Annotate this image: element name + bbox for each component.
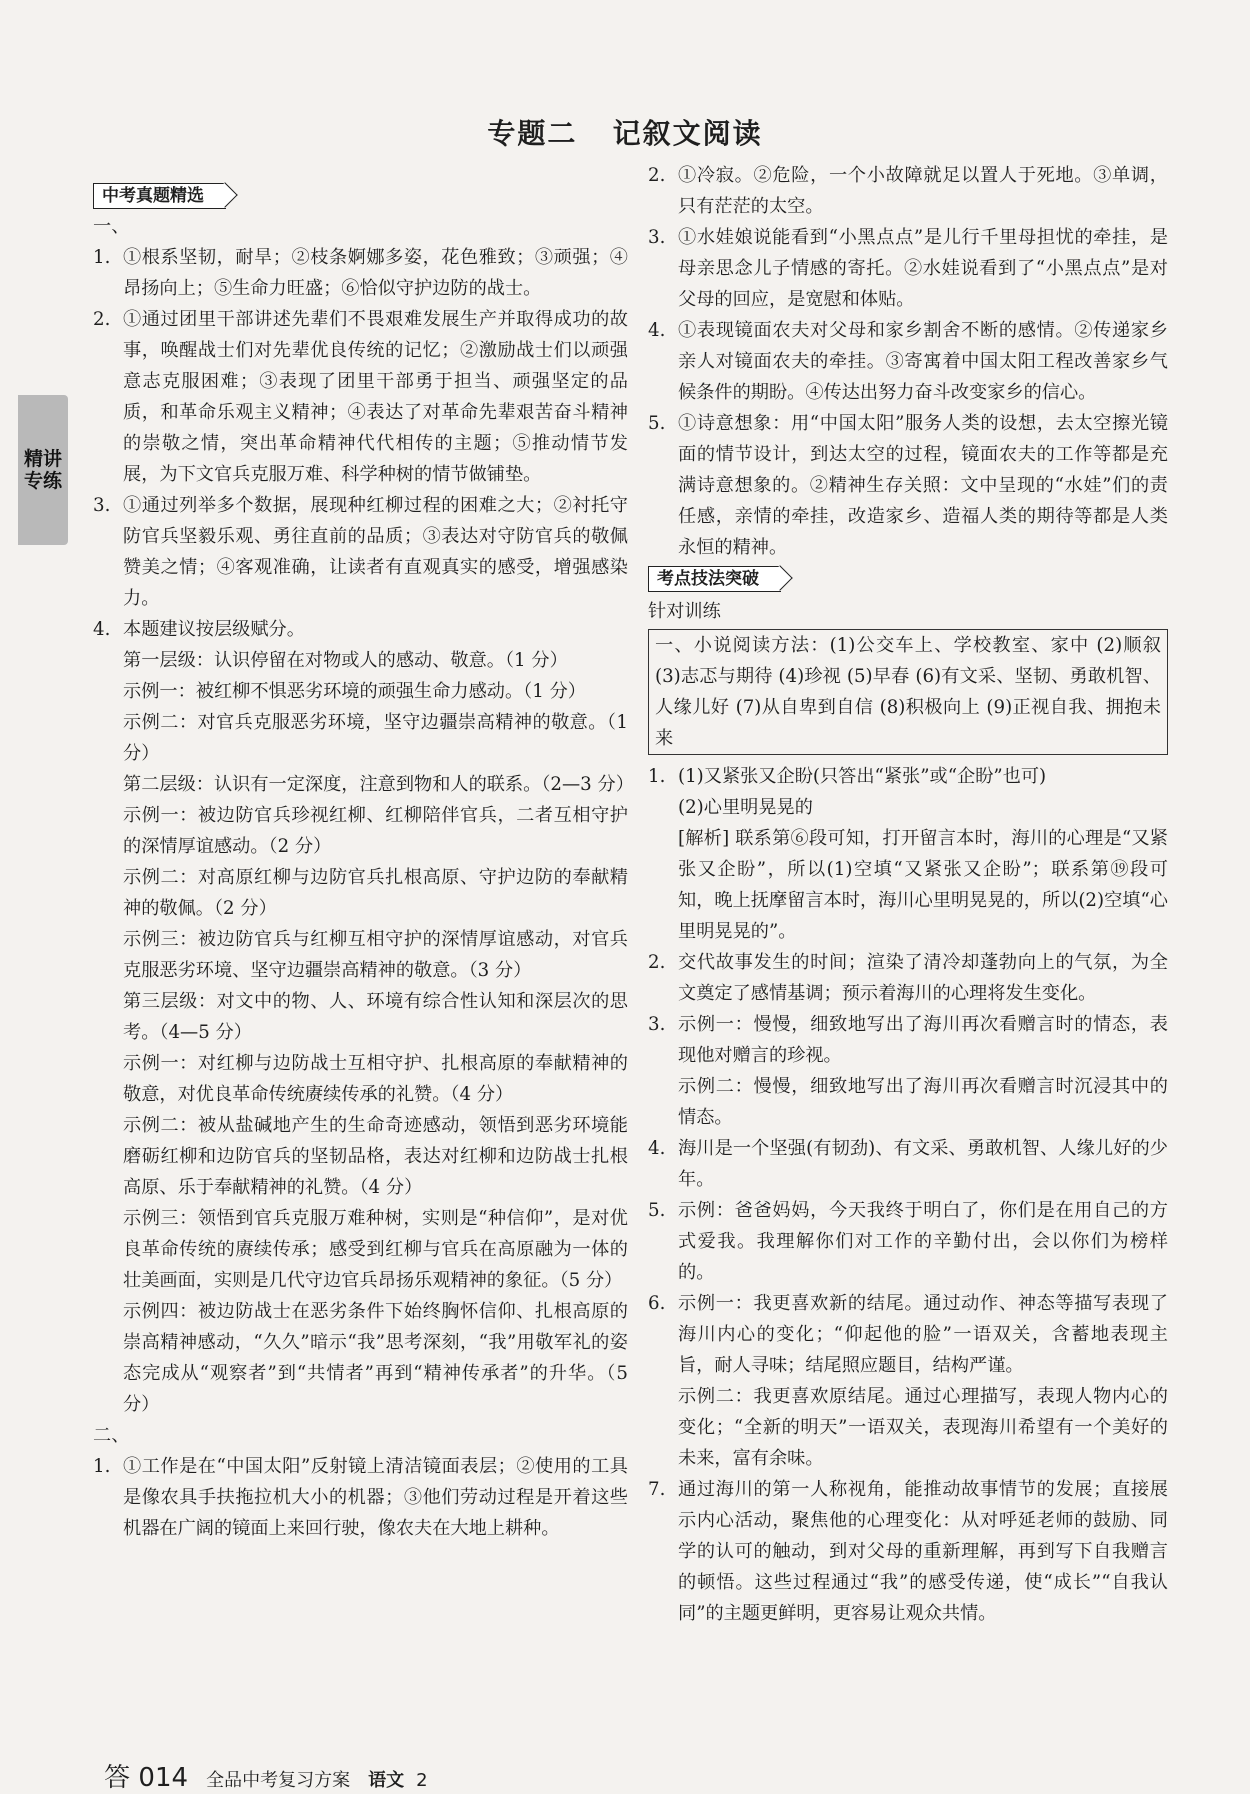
item-number: 7. [648, 1479, 666, 1500]
level-line: 第一层级：认识停留在对物或人的感动、敬意。（1 分） [123, 650, 568, 671]
side-tab [18, 395, 68, 545]
item-text: ①表现镜面农夫对父母和家乡割舍不断的感情。②传递家乡亲人对镜面农夫的牵挂。③寄寓着中国太阳工程改善家乡气候条件的期盼。④传达出努力奋斗改变家乡的信心。 [678, 320, 1168, 403]
page-number: 答 014 [104, 1763, 189, 1793]
item-text: (1)又紧张又企盼(只答出“紧张”或“企盼”也可) [678, 766, 1047, 787]
item-number: 1. [648, 766, 666, 787]
example-line: 示例二：我更喜欢原结尾。通过心理描写，表现人物内心的变化；“全新的明天”一语双关，表现海川希望有一个美好的未来，富有余味。 [678, 1386, 1168, 1469]
item-number: 4. [93, 619, 111, 640]
subject-label: 语文 [368, 1770, 405, 1791]
item-number: 4. [648, 1138, 666, 1159]
item-number: 1. [93, 1456, 111, 1477]
item-text: ①工作是在“中国太阳”反射镜上清洁镜面表层；②使用的工具是像农具手扶拖拉机大小的机器；③他们劳动过程是开着这些机器在广阔的镜面上来回行驶，像农夫在大地上耕种。 [123, 1456, 628, 1539]
part-one-label: 一、 [93, 216, 130, 237]
example-line: 示例一：对红柳与边防战士互相守护、扎根高原的奉献精神的敬意，对优良革命传统赓续传承的礼赞。（4 分） [123, 1053, 628, 1105]
answer-item [648, 1195, 1168, 1288]
item-text: 海川是一个坚强(有韧劲)、有文采、勇敢机智、人缘儿好的少年。 [678, 1138, 1168, 1190]
item-text: ①根系坚韧，耐旱；②枝条婀娜多姿，花色雅致；③顽强；④昂扬向上；⑤生命力旺盛；⑥恰似守护边防的战士。 [123, 247, 628, 299]
section-tag-exam: 中考真题精选 [93, 183, 226, 209]
example-line: 示例四：被边防战士在恶劣条件下始终胸怀信仰、扎根高原的崇高精神感动，“久久”暗示“我”思考深刻，“我”用敬军礼的姿态完成从“观察者”到“共情者”再到“精神传承者”的升华。（5 分） [123, 1301, 628, 1415]
example-line: 示例一：被红柳不惧恶劣环境的顽强生命力感动。（1 分） [123, 681, 586, 702]
item-number: 1. [93, 247, 111, 268]
item-text: ①诗意想象：用“中国太阳”服务人类的设想，去太空擦光镜面的情节设计，到达太空的过程，镜面农夫的工作等都是充满诗意想象的。②精神生存关照：文中呈现的“水娃”们的责任感，亲情的牵挂，改造家乡、造福人类的期待等都是人类永恒的精神。 [678, 413, 1168, 558]
item-text: 通过海川的第一人称视角，能推动故事情节的发展；直接展示内心活动，聚焦他的心理变化：从对呼延老师的鼓励、同学的认可的触动，到对父母的重新理解，再到写下自我赠言的顿悟。这些过程通过“我”的感受传递，使“成长”“自我认同”的主题更鲜明，更容易让观众共情。 [678, 1479, 1168, 1624]
item-text: ①通过列举多个数据，展现种红柳过程的困难之大；②衬托守防官兵坚毅乐观、勇往直前的品质；③表达对守防官兵的敬佩赞美之情；④客观准确，让读者有直观真实的感受，增强感染力。 [123, 495, 628, 609]
answer-item [93, 242, 628, 304]
answer-item [93, 304, 628, 490]
level-line: 第二层级：认识有一定深度，注意到物和人的联系。（2—3 分） [123, 774, 634, 795]
example-line: 示例一：被边防官兵珍视红柳、红柳陪伴官兵，二者互相守护的深情厚谊感动。（2 分） [123, 805, 628, 857]
item-text: ①冷寂。②危险，一个小故障就足以置人于死地。③单调，只有茫茫的太空。 [678, 165, 1168, 217]
side-tab-label: 精讲专练 [23, 448, 62, 492]
example-line: 示例二：对官兵克服恶劣环境，坚守边疆崇高精神的敬意。（1 分） [123, 712, 628, 764]
item-text: 示例：爸爸妈妈，今天我终于明白了，你们是在用自己的方式爱我。我理解你们对工作的辛勤付出，会以你们为榜样的。 [678, 1200, 1168, 1283]
item-text: 交代故事发生的时间；渲染了清冷却蓬勃向上的气氛，为全文奠定了感情基调；预示着海川的心理将发生变化。 [678, 952, 1168, 1004]
answer-item [648, 1474, 1168, 1629]
answer-item [93, 614, 628, 645]
answer-item [648, 222, 1168, 315]
answer-item [648, 761, 1168, 792]
item-text: 示例一：慢慢，细致地写出了海川再次看赠言时的情态，表现他对赠言的珍视。 [678, 1014, 1168, 1066]
answer-item [648, 1133, 1168, 1195]
example-line: 示例二：被从盐碱地产生的生命奇迹感动，领悟到恶劣环境能磨砺红柳和边防官兵的坚韧品格，表达对红柳和边防战士扎根高原、乐于奉献精神的礼赞。（4 分） [123, 1115, 628, 1198]
analysis-text: [解析] 联系第⑥段可知，打开留言本时，海川的心理是“又紧张又企盼”，所以(1)空填“又紧张又企盼”；联系第⑲段可知，晚上抚摩留言本时，海川心里明晃晃的，所以(2)空填“心里明晃晃的”。 [678, 828, 1168, 942]
item-number: 3. [648, 1014, 666, 1035]
right-column [648, 160, 1168, 1629]
answer-item [648, 315, 1168, 408]
item-text: ①水娃娘说能看到“小黑点点”是儿行千里母担忧的牵挂，是母亲思念儿子情感的寄托。②水娃说看到了“小黑点点”是对父母的回应，是宽慰和体贴。 [678, 227, 1168, 310]
item-number: 5. [648, 1200, 666, 1221]
item-number: 4. [648, 320, 666, 341]
page-footer [94, 1738, 428, 1794]
item-text: 本题建议按层级赋分。 [123, 619, 305, 640]
item-number: 3. [648, 227, 666, 248]
reading-method-box: 一、小说阅读方法：(1)公交车上、学校教室、家中 (2)顺叙 (3)志忑与期待 (4)珍视 (5)早春 (6)有文采、坚韧、勇敢机智、人缘儿好 (7)从自卑到自信 (8)积极向上 (9)正视自我、拥抱未来 [648, 629, 1168, 755]
example-line: 示例三：被边防官兵与红柳互相守护的深情厚谊感动，对官兵克服恶劣环境、坚守边疆崇高精神的敬意。（3 分） [123, 929, 628, 981]
item-line: (2)心里明晃晃的 [678, 797, 813, 818]
part-two-label: 二、 [93, 1425, 130, 1446]
item-number: 3. [93, 495, 111, 516]
volume-label: 2 [416, 1770, 428, 1791]
answer-item [93, 1451, 628, 1544]
example-line: 示例二：慢慢，细致地写出了海川再次看赠言时沉浸其中的情态。 [678, 1076, 1168, 1128]
training-label: 针对训练 [648, 601, 721, 622]
item-text: 示例一：我更喜欢新的结尾。通过动作、神态等描写表现了海川内心的变化；“仰起他的脸”一语双关，含蓄地表现主旨，耐人寻味；结尾照应题目，结构严谨。 [678, 1293, 1168, 1376]
example-line: 示例三：领悟到官兵克服万难种树，实则是“种信仰”，是对优良革命传统的赓续传承；感受到红柳与官兵在高原融为一体的壮美画面，实则是几代守边官兵昂扬乐观精神的象征。（5 分） [123, 1208, 628, 1291]
level-line: 第三层级：对文中的物、人、环境有综合性认知和深层次的思考。（4—5 分） [123, 991, 628, 1043]
item-number: 2. [648, 952, 666, 973]
item-number: 2. [93, 309, 111, 330]
left-column [93, 180, 634, 1544]
book-title: 全品中考复习方案 [206, 1770, 351, 1791]
item-number: 5. [648, 413, 666, 434]
page-title: 专题二 记叙文阅读 [487, 117, 763, 150]
item-number: 6. [648, 1293, 666, 1314]
answer-item [93, 490, 628, 614]
answer-item [648, 947, 1168, 1009]
answer-item [648, 408, 1168, 563]
answer-item [648, 160, 1168, 222]
answer-item [648, 1009, 1168, 1071]
section-tag-skills: 考点技法突破 [648, 566, 781, 592]
item-text: ①通过团里干部讲述先辈们不畏艰难发展生产并取得成功的故事，唤醒战士们对先辈优良传统的记忆；②激励战士们以顽强意志克服困难；③表现了团里干部勇于担当、顽强坚定的品质，和革命乐观主义精神；④表达了对革命先辈艰苦奋斗精神的崇敬之情，突出革命精神代代相传的主题；⑤推动情节发展，为下文官兵克服万难、科学种树的情节做铺垫。 [123, 309, 628, 485]
answer-item [648, 1288, 1168, 1381]
example-line: 示例二：对高原红柳与边防官兵扎根高原、守护边防的奉献精神的敬佩。（2 分） [123, 867, 628, 919]
item-number: 2. [648, 165, 666, 186]
